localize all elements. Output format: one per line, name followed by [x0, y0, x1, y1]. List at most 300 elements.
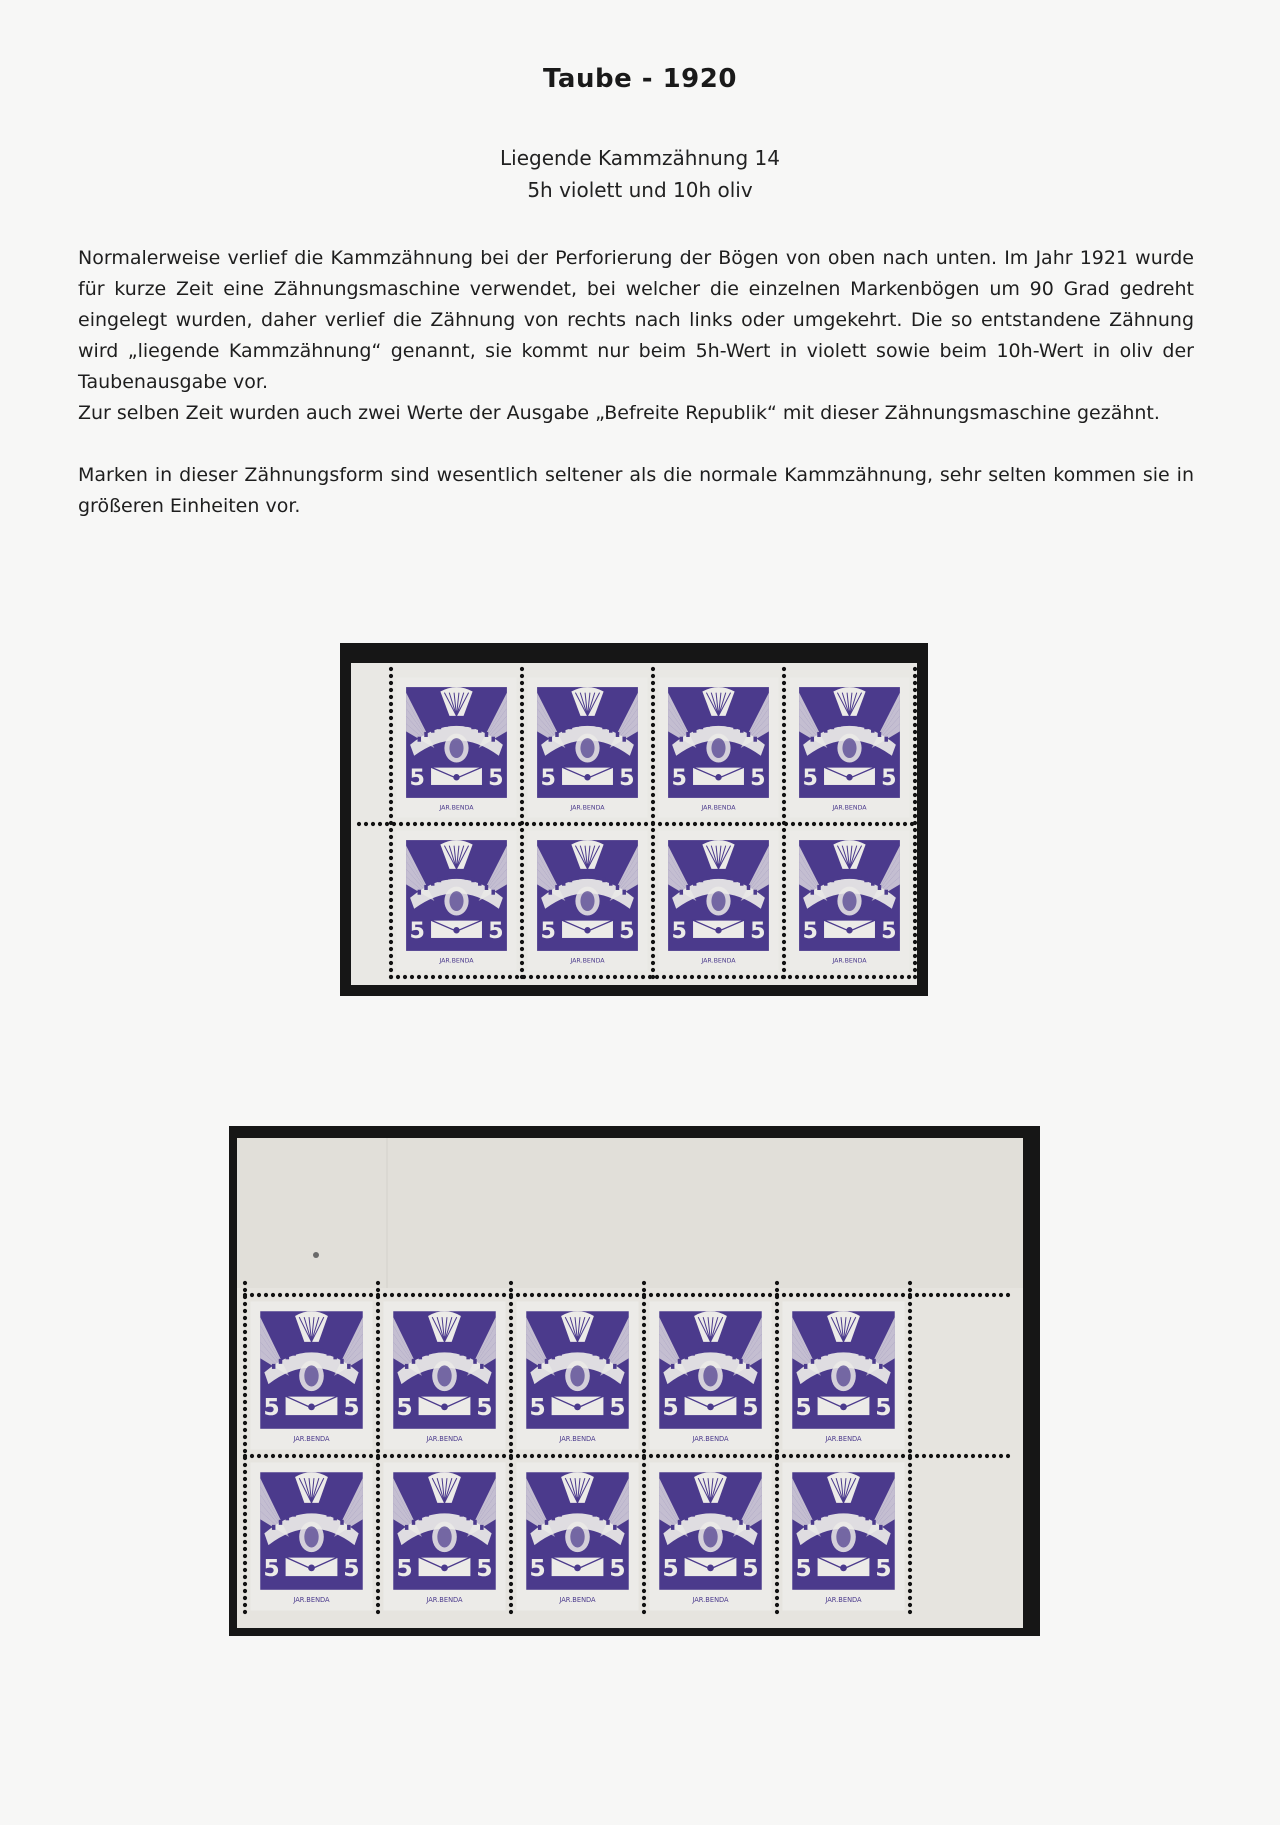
- perforation-hole: [775, 1449, 779, 1453]
- perforation-hole: [943, 1293, 947, 1297]
- perforation-hole: [520, 674, 524, 678]
- perforation-hole: [425, 1454, 429, 1458]
- perforation-hole: [620, 975, 624, 979]
- perforation-hole: [243, 1316, 247, 1320]
- perforation-hole: [642, 1316, 646, 1320]
- perforation-hole: [389, 744, 393, 748]
- perforation-hole: [908, 1589, 912, 1593]
- perforation-hole: [399, 822, 403, 826]
- perforation-hole: [707, 822, 711, 826]
- perforation-hole: [495, 1293, 499, 1297]
- perforation-hole: [599, 975, 603, 979]
- perforation-hole: [509, 1330, 513, 1334]
- perforation-hole: [509, 1561, 513, 1565]
- perforation-hole: [908, 1302, 912, 1306]
- perforation-hole: [913, 758, 917, 762]
- perforation-hole: [243, 1351, 247, 1355]
- perforation-hole: [271, 1293, 275, 1297]
- perforation-hole: [964, 1454, 968, 1458]
- perforation-hole: [389, 877, 393, 881]
- perforation-hole: [376, 1288, 380, 1292]
- perforation-hole: [520, 814, 524, 818]
- perforation-hole: [782, 912, 786, 916]
- perforation-hole: [775, 1533, 779, 1537]
- stamp: [517, 1463, 639, 1611]
- perforation-hole: [642, 1582, 646, 1586]
- perforation-hole: [606, 975, 610, 979]
- perforation-hole: [520, 905, 524, 909]
- perforation-hole: [908, 1365, 912, 1369]
- perforation-hole: [243, 1512, 247, 1516]
- perforation-hole: [623, 822, 627, 826]
- perforation-hole: [992, 1293, 996, 1297]
- perforation-hole: [782, 765, 786, 769]
- perforation-hole: [735, 822, 739, 826]
- perforation-hole: [397, 1454, 401, 1458]
- perforation-hole: [488, 1454, 492, 1458]
- perforation-hole: [509, 1512, 513, 1516]
- perforation-hole: [520, 912, 524, 916]
- perforation-hole: [915, 1293, 919, 1297]
- perforation-hole: [264, 1454, 268, 1458]
- perforation-hole: [389, 765, 393, 769]
- perforation-hole: [679, 822, 683, 826]
- perforation-hole: [306, 1454, 310, 1458]
- perforation-hole: [651, 674, 655, 678]
- perforation-hole: [544, 1293, 548, 1297]
- perforation-hole: [243, 1491, 247, 1495]
- perforation-hole: [376, 1484, 380, 1488]
- perforation-hole: [957, 1454, 961, 1458]
- perforation-hole: [908, 1554, 912, 1558]
- perforation-hole: [887, 1293, 891, 1297]
- perforation-hole: [775, 1365, 779, 1369]
- perforation-hole: [427, 822, 431, 826]
- perforation-hole: [243, 1281, 247, 1285]
- perforation-hole: [389, 849, 393, 853]
- perforation-hole: [782, 905, 786, 909]
- perforation-hole: [389, 835, 393, 839]
- perforation-hole: [376, 1428, 380, 1432]
- perforation-hole: [922, 1454, 926, 1458]
- perforation-hole: [448, 822, 452, 826]
- perforation-hole: [775, 1358, 779, 1362]
- perforation-hole: [376, 1589, 380, 1593]
- perforation-hole: [389, 828, 393, 832]
- perforation-hole: [908, 1337, 912, 1341]
- perforation-hole: [651, 779, 655, 783]
- stamp-block-1: [351, 663, 917, 985]
- perforation-hole: [520, 828, 524, 832]
- perforation-hole: [439, 1454, 443, 1458]
- perforation-hole: [894, 1293, 898, 1297]
- perforation-hole: [651, 898, 655, 902]
- perforation-hole: [782, 702, 786, 706]
- perforation-hole: [690, 975, 694, 979]
- perforation-hole: [257, 1293, 261, 1297]
- perforation-hole: [642, 1533, 646, 1537]
- perforation-hole: [243, 1288, 247, 1292]
- perforation-hole: [509, 1610, 513, 1614]
- perforation-hole: [775, 1295, 779, 1299]
- perforation-hole: [642, 1281, 646, 1285]
- perforation-hole: [628, 1454, 632, 1458]
- perforation-hole: [775, 1337, 779, 1341]
- perforation-hole: [509, 1421, 513, 1425]
- perforation-hole: [817, 1293, 821, 1297]
- perforation-hole: [509, 1428, 513, 1432]
- perforation-hole: [913, 674, 917, 678]
- perforation-hole: [875, 822, 879, 826]
- perforation-hole: [651, 954, 655, 958]
- perforation-hole: [712, 1454, 716, 1458]
- perforation-hole: [518, 822, 522, 826]
- perforation-hole: [686, 822, 690, 826]
- stamp: [790, 678, 910, 818]
- perforation-hole: [775, 1568, 779, 1572]
- perforation-hole: [845, 1454, 849, 1458]
- perforation-hole: [389, 716, 393, 720]
- perforation-hole: [838, 1454, 842, 1458]
- perforation-hole: [907, 975, 911, 979]
- perforation-hole: [642, 1344, 646, 1348]
- perforation-hole: [782, 1454, 786, 1458]
- perforation-hole: [782, 870, 786, 874]
- perforation-hole: [985, 1454, 989, 1458]
- perforation-hole: [642, 1491, 646, 1495]
- perforation-hole: [868, 822, 872, 826]
- perforation-hole: [376, 1351, 380, 1355]
- perforation-hole: [389, 667, 393, 671]
- perforation-hole: [725, 975, 729, 979]
- perforation-hole: [698, 1454, 702, 1458]
- perforation-hole: [243, 1337, 247, 1341]
- perforation-hole: [775, 1288, 779, 1292]
- perforation-hole: [651, 751, 655, 755]
- perforation-hole: [651, 744, 655, 748]
- perforation-hole: [376, 1561, 380, 1565]
- perforation-hole: [243, 1393, 247, 1397]
- perforation-hole: [558, 1454, 562, 1458]
- perforation-hole: [467, 1454, 471, 1458]
- perforation-hole: [908, 1407, 912, 1411]
- perforation-hole: [418, 1293, 422, 1297]
- perforation-hole: [453, 1454, 457, 1458]
- perforation-hole: [614, 1293, 618, 1297]
- perforation-hole: [389, 709, 393, 713]
- perforation-hole: [243, 1456, 247, 1460]
- perforation-hole: [243, 1526, 247, 1530]
- perforation-hole: [389, 702, 393, 706]
- perforation-hole: [913, 961, 917, 965]
- perforation-hole: [481, 1454, 485, 1458]
- perforation-hole: [754, 1293, 758, 1297]
- perforation-hole: [389, 856, 393, 860]
- perforation-hole: [550, 975, 554, 979]
- perforation-hole: [509, 1470, 513, 1474]
- perforation-hole: [389, 954, 393, 958]
- perforation-hole: [523, 1454, 527, 1458]
- perforation-hole: [913, 905, 917, 909]
- perforation-hole: [334, 1293, 338, 1297]
- perforation-hole: [858, 975, 862, 979]
- perforation-hole: [908, 1610, 912, 1614]
- perforation-hole: [509, 1463, 513, 1467]
- perforation-hole: [389, 814, 393, 818]
- perforation-hole: [705, 1293, 709, 1297]
- perforation-hole: [404, 1454, 408, 1458]
- perforation-hole: [630, 822, 634, 826]
- perforation-hole: [908, 1519, 912, 1523]
- perforation-hole: [593, 1454, 597, 1458]
- perforation-hole: [389, 968, 393, 972]
- perforation-hole: [936, 1293, 940, 1297]
- perforation-hole: [824, 1454, 828, 1458]
- perforation-hole: [913, 940, 917, 944]
- perforation-hole: [746, 975, 750, 979]
- perforation-hole: [908, 1323, 912, 1327]
- perforation-hole: [908, 1386, 912, 1390]
- perforation-hole: [564, 975, 568, 979]
- stamp-value-right: 5: [476, 1553, 493, 1582]
- perforation-hole: [782, 723, 786, 727]
- perforation-hole: [775, 1393, 779, 1397]
- perforation-hole: [474, 1293, 478, 1297]
- perforation-hole: [854, 822, 858, 826]
- perforation-hole: [777, 822, 781, 826]
- perforation-hole: [775, 1442, 779, 1446]
- perforation-hole: [516, 1293, 520, 1297]
- perforation-hole: [728, 822, 732, 826]
- perforation-hole: [243, 1484, 247, 1488]
- perforation-hole: [642, 1547, 646, 1551]
- perforation-hole: [879, 975, 883, 979]
- perforation-hole: [651, 786, 655, 790]
- perforation-hole: [651, 912, 655, 916]
- perforation-hole: [567, 822, 571, 826]
- perforation-hole: [684, 1293, 688, 1297]
- perforation-hole: [520, 863, 524, 867]
- perforation-hole: [607, 1293, 611, 1297]
- perforation-hole: [243, 1428, 247, 1432]
- perforation-hole: [782, 947, 786, 951]
- perforation-hole: [509, 1302, 513, 1306]
- perforation-hole: [802, 975, 806, 979]
- stamp-value-left: 5: [263, 1553, 280, 1582]
- perforation-hole: [389, 786, 393, 790]
- perforation-hole: [509, 1288, 513, 1292]
- perforation-hole: [389, 758, 393, 762]
- stamp-imprint: JAR.BENDA: [701, 804, 736, 812]
- perforation-hole: [364, 822, 368, 826]
- perforation-hole: [642, 1309, 646, 1313]
- perforation-hole: [292, 1293, 296, 1297]
- perforation-hole: [913, 814, 917, 818]
- stamp: [783, 1302, 905, 1450]
- perforation-hole: [389, 933, 393, 937]
- perforation-hole: [371, 822, 375, 826]
- perforation-hole: [520, 940, 524, 944]
- perforation-hole: [389, 674, 393, 678]
- perforation-hole: [651, 695, 655, 699]
- perforation-hole: [376, 1337, 380, 1341]
- perforation-hole: [411, 1293, 415, 1297]
- perforation-hole: [557, 975, 561, 979]
- perforation-hole: [908, 1540, 912, 1544]
- perforation-hole: [908, 1512, 912, 1516]
- perforation-hole: [756, 822, 760, 826]
- perforation-hole: [243, 1596, 247, 1600]
- perforation-hole: [546, 822, 550, 826]
- perforation-hole: [243, 1505, 247, 1509]
- perforation-hole: [509, 1449, 513, 1453]
- perforation-hole: [579, 1293, 583, 1297]
- perforation-hole: [908, 1358, 912, 1362]
- perforation-hole: [376, 1435, 380, 1439]
- perforation-hole: [782, 849, 786, 853]
- perforation-hole: [775, 1519, 779, 1523]
- perforation-hole: [768, 1454, 772, 1458]
- perforation-hole: [390, 1293, 394, 1297]
- perforation-hole: [733, 1454, 737, 1458]
- perforation-hole: [775, 1589, 779, 1593]
- perforation-hole: [579, 1454, 583, 1458]
- perforation-hole: [642, 1330, 646, 1334]
- perforation-hole: [913, 975, 917, 979]
- perforation-hole: [574, 822, 578, 826]
- stamp-value-right: 5: [619, 764, 635, 791]
- perforation-hole: [796, 1454, 800, 1458]
- stamp-block-1-mount: [340, 643, 928, 996]
- perforation-hole: [782, 681, 786, 685]
- perforation-hole: [355, 1454, 359, 1458]
- perforation-hole: [866, 1293, 870, 1297]
- perforation-hole: [243, 1386, 247, 1390]
- perforation-hole: [913, 744, 917, 748]
- perforation-hole: [509, 1323, 513, 1327]
- perforation-hole: [971, 1293, 975, 1297]
- stamp-imprint: JAR.BENDA: [559, 1435, 596, 1444]
- perforation-hole: [845, 1293, 849, 1297]
- perforation-hole: [516, 1454, 520, 1458]
- perforation-hole: [782, 716, 786, 720]
- perforation-hole: [819, 822, 823, 826]
- perforation-hole: [243, 1575, 247, 1579]
- perforation-hole: [243, 1414, 247, 1418]
- perforation-hole: [411, 1454, 415, 1458]
- stamp-imprint: JAR.BENDA: [426, 1435, 463, 1444]
- perforation-hole: [469, 822, 473, 826]
- perforation-hole: [838, 1293, 842, 1297]
- perforation-hole: [642, 1323, 646, 1327]
- perforation-hole: [642, 1351, 646, 1355]
- perforation-hole: [376, 1372, 380, 1376]
- perforation-hole: [511, 822, 515, 826]
- perforation-hole: [642, 1603, 646, 1607]
- perforation-hole: [243, 1533, 247, 1537]
- perforation-hole: [243, 1407, 247, 1411]
- perforation-hole: [712, 1293, 716, 1297]
- perforation-hole: [775, 1302, 779, 1306]
- perforation-hole: [250, 1293, 254, 1297]
- perforation-hole: [292, 1454, 296, 1458]
- perforation-hole: [389, 737, 393, 741]
- perforation-hole: [740, 1454, 744, 1458]
- perforation-hole: [376, 1526, 380, 1530]
- perforation-hole: [243, 1561, 247, 1565]
- perforation-hole: [740, 1293, 744, 1297]
- stamp: [397, 831, 517, 971]
- stamp: [783, 1463, 905, 1611]
- perforation-hole: [495, 1454, 499, 1458]
- perforation-hole: [775, 1512, 779, 1516]
- perforation-hole: [908, 1603, 912, 1607]
- perforation-hole: [509, 1344, 513, 1348]
- perforation-hole: [635, 1454, 639, 1458]
- perforation-hole: [803, 1293, 807, 1297]
- perforation-hole: [642, 1449, 646, 1453]
- perforation-hole: [747, 1293, 751, 1297]
- perforation-hole: [908, 1505, 912, 1509]
- perforation-hole: [651, 828, 655, 832]
- stamp-value-left: 5: [396, 1392, 413, 1421]
- perforation-hole: [782, 758, 786, 762]
- perforation-hole: [376, 1596, 380, 1600]
- perforation-hole: [711, 975, 715, 979]
- perforation-hole: [243, 1498, 247, 1502]
- stamp-value-right: 5: [609, 1553, 626, 1582]
- stamp: [659, 678, 779, 818]
- perforation-hole: [627, 975, 631, 979]
- perforation-hole: [775, 1603, 779, 1607]
- perforation-hole: [642, 1498, 646, 1502]
- perforation-hole: [649, 1454, 653, 1458]
- perforation-hole: [985, 1293, 989, 1297]
- perforation-hole: [739, 975, 743, 979]
- perforation-hole: [861, 822, 865, 826]
- perforation-hole: [509, 1414, 513, 1418]
- stamp: [650, 1302, 772, 1450]
- perforation-hole: [537, 1293, 541, 1297]
- perforation-hole: [558, 1293, 562, 1297]
- stamp-value-left: 5: [409, 764, 425, 791]
- perforation-hole: [691, 1293, 695, 1297]
- perforation-hole: [509, 1365, 513, 1369]
- perforation-hole: [782, 926, 786, 930]
- perforation-hole: [782, 884, 786, 888]
- perforation-hole: [775, 1344, 779, 1348]
- perforation-hole: [651, 667, 655, 671]
- stamp-value-left: 5: [795, 1392, 812, 1421]
- perforation-hole: [406, 822, 410, 826]
- perforation-hole: [257, 1454, 261, 1458]
- perforation-hole: [532, 822, 536, 826]
- perforation-hole: [299, 1293, 303, 1297]
- perforation-hole: [700, 822, 704, 826]
- perforation-hole: [320, 1454, 324, 1458]
- perforation-hole: [1006, 1454, 1010, 1458]
- perforation-hole: [903, 822, 907, 826]
- perforation-hole: [886, 975, 890, 979]
- stamp-value-right: 5: [750, 917, 766, 944]
- perforation-hole: [655, 975, 659, 979]
- perforation-hole: [530, 1293, 534, 1297]
- perforation-hole: [446, 1454, 450, 1458]
- perforation-hole: [243, 1323, 247, 1327]
- perforation-hole: [389, 688, 393, 692]
- perforation-hole: [782, 1293, 786, 1297]
- perforation-hole: [243, 1302, 247, 1306]
